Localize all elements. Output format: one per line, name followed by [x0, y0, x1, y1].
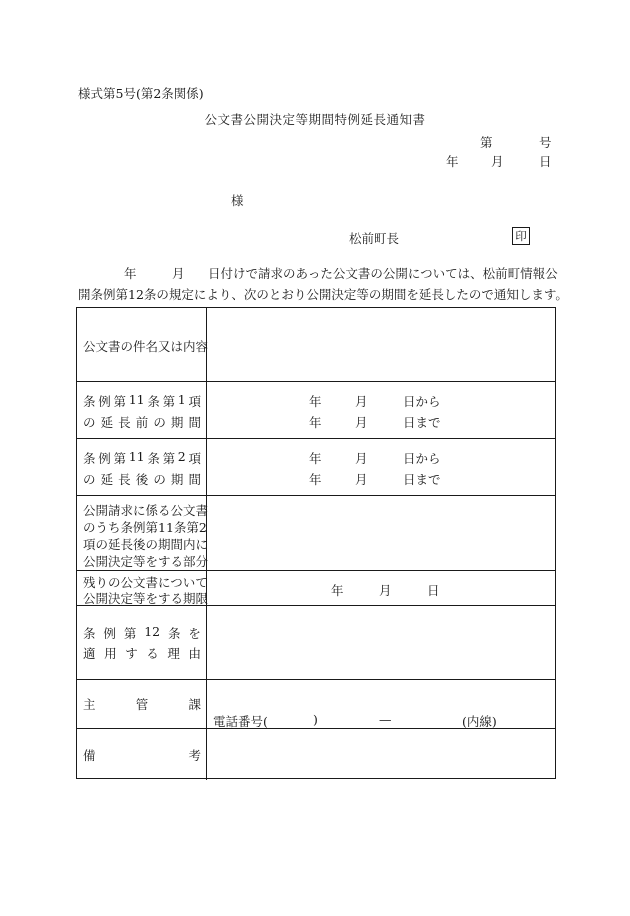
label-char: を: [188, 626, 201, 641]
label-line: [83, 644, 201, 662]
label-char: 条: [168, 626, 181, 641]
deadline-cell[interactable]: [207, 571, 555, 605]
label-line: 項の延長後の期間内に: [83, 537, 209, 552]
header-date-day: 日: [539, 154, 552, 169]
period-after-cell[interactable]: [207, 439, 555, 495]
deadline-year: 年: [331, 583, 344, 598]
label-char: 条: [147, 451, 160, 466]
label-line: [83, 392, 201, 410]
label-char: 適: [83, 646, 96, 661]
to-month: 月: [355, 415, 368, 430]
label-char: 課: [188, 697, 201, 712]
label-char: 前: [135, 415, 149, 430]
label-char: す: [125, 646, 138, 661]
label-char: 後: [135, 472, 149, 487]
label-char: 第: [113, 394, 126, 409]
label-char: 第: [123, 626, 137, 641]
doc-number-suffix: 号: [539, 135, 552, 150]
from-month: 月: [355, 394, 368, 409]
row-period-after-extension: [77, 439, 555, 496]
period-before-cell[interactable]: [207, 382, 555, 438]
label-char: 期: [170, 415, 184, 430]
label-char: 長: [118, 472, 131, 487]
label-char: 2: [177, 449, 186, 464]
label-char: 延: [100, 472, 114, 487]
body-text-line2: 開条例第12条の規定により、次のとおり公開決定等の期間を延長したので通知します。: [78, 287, 568, 302]
label-char: 条: [83, 451, 96, 466]
label-line: [83, 746, 201, 764]
label-line: 公開請求に係る公文書: [83, 503, 209, 518]
addressee-suffix: 様: [231, 193, 244, 208]
from-year: 年: [309, 451, 322, 466]
header-date-year: 年: [446, 154, 459, 169]
from-day: 日から: [403, 451, 441, 466]
row-document-subject: [77, 308, 555, 382]
phone-dash: —: [379, 712, 392, 727]
to-month: 月: [355, 472, 368, 487]
body-year: 年: [124, 266, 137, 281]
phone-close-paren: ): [313, 712, 318, 727]
label-char: 例: [98, 394, 111, 409]
label-cell: [77, 308, 207, 381]
label-char: 備: [83, 748, 96, 763]
deadline-month: 月: [379, 583, 392, 598]
label-char: 由: [188, 646, 201, 661]
notice-table: [76, 307, 556, 779]
label-char: 11: [128, 392, 145, 407]
label-line: [83, 449, 201, 467]
label-line: [83, 470, 201, 488]
label-char: 条: [83, 394, 96, 409]
label-char: の: [153, 472, 166, 487]
body-month: 月: [172, 266, 185, 281]
label-line: 公開決定等をする部分: [83, 554, 209, 569]
row-extended-disclosure-part: [77, 496, 555, 571]
label-char: 条: [147, 394, 160, 409]
label-char: る: [146, 646, 159, 661]
document-title: 公文書公開決定等期間特例延長通知書: [204, 112, 426, 127]
label-cell: [77, 496, 207, 570]
label-char: 例: [98, 451, 111, 466]
label-cell: [77, 729, 207, 780]
label-char: 用: [104, 646, 117, 661]
body-text-rest: 日付けで請求のあった公文書の公開については、松前町情報公: [208, 266, 558, 281]
remarks-cell[interactable]: [207, 729, 555, 780]
seal-mark: 印: [512, 227, 530, 245]
label-line: 公開決定等をする期限: [83, 591, 209, 606]
from-month: 月: [355, 451, 368, 466]
label-char: の: [83, 415, 96, 430]
label-char: 理: [167, 646, 180, 661]
to-year: 年: [309, 415, 322, 430]
label-char: 延: [100, 415, 114, 430]
deadline-day: 日: [427, 583, 440, 598]
label-char: 管: [135, 697, 149, 712]
label-char: 条: [83, 626, 96, 641]
to-day: 日まで: [403, 415, 441, 430]
label-char: 考: [188, 748, 201, 763]
label-char: の: [83, 472, 96, 487]
label-char: 1: [177, 392, 186, 407]
label-char: 間: [188, 415, 201, 430]
label-cell: [77, 382, 207, 438]
label-char: の: [153, 415, 166, 430]
label-char: 第: [113, 451, 126, 466]
row-article12-reason: [77, 606, 555, 680]
label-char: 項: [188, 451, 201, 466]
label-cell: [77, 571, 207, 605]
issuer-name: 松前町長: [349, 231, 400, 246]
subject-value-cell[interactable]: [207, 308, 555, 381]
label-char: 第: [162, 394, 176, 409]
from-day: 日から: [403, 394, 441, 409]
disclosure-part-cell[interactable]: [207, 496, 555, 570]
doc-number-prefix: 第: [480, 135, 493, 150]
label-char: 項: [188, 394, 201, 409]
label-char: 主: [83, 697, 96, 712]
label-line: 残りの公文書について: [83, 575, 208, 590]
header-date-month: 月: [491, 154, 504, 169]
section-cell[interactable]: [207, 680, 555, 728]
from-year: 年: [309, 394, 322, 409]
label-cell: [77, 606, 207, 679]
to-day: 日まで: [403, 472, 441, 487]
label-cell: [77, 680, 207, 728]
label-char: 例: [103, 626, 116, 641]
row-period-before-extension: [77, 382, 555, 439]
label-char: 12: [144, 624, 161, 639]
row-responsible-section: [77, 680, 555, 729]
label-char: 間: [188, 472, 201, 487]
label-line: [83, 695, 201, 713]
row-remaining-deadline: [77, 571, 555, 606]
to-year: 年: [309, 472, 322, 487]
phone-extension: (内線): [462, 714, 497, 729]
label-line: のうち条例第11条第2: [83, 520, 207, 535]
label-line: [83, 624, 201, 642]
row-remarks: [77, 729, 555, 780]
label-cell: [77, 439, 207, 495]
form-number-label: 様式第5号(第2条関係): [78, 86, 204, 101]
label-char: 11: [128, 449, 145, 464]
label-char: 期: [170, 472, 184, 487]
subject-label: 公文書の件名又は内容: [83, 339, 209, 354]
label-char: 第: [162, 451, 176, 466]
phone-label: 電話番号(: [213, 714, 268, 729]
label-line: [83, 413, 201, 431]
reason-cell[interactable]: [207, 606, 555, 679]
label-char: 長: [118, 415, 131, 430]
